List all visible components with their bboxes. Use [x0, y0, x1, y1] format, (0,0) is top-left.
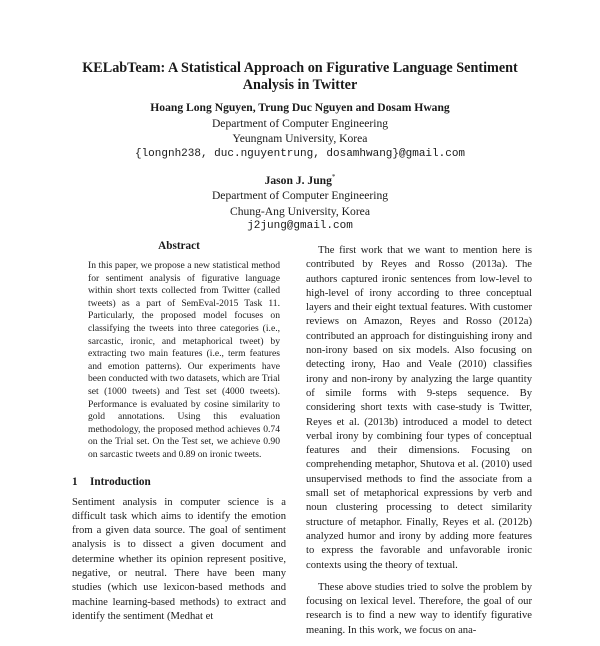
- abstract-text: In this paper, we propose a new statistical method for sentiment analysis of figurative language within short texts collected from Twitter (called tweets) as a part of SemEval-2015 Task 11. Particularly, the proposed model focuses on classifying the tweets into three categories (i.e., sarcastic, ironic, and metaphorical tweet) by extracting two main features (i.e., term features and emotion patterns). Our experiments have been conducted with two datasets, which are Trial set (1000 tweets) and Test set (4000 tweets). Performance is evaluated by cosine similarity to gold annotations. Using this evaluation methodology, the proposed method achieves 0.74 on the Trial set. On the Test set, we achieve 0.90 on sarcastic tweets and 0.89 on ironic tweets.: [88, 260, 280, 460]
- paper-title-line-2: Analysis in Twitter: [242, 77, 358, 93]
- author-names-1: Hoang Long Nguyen, Trung Duc Nguyen and Dosam Hwang: [150, 101, 450, 114]
- left-column: [72, 240, 286, 624]
- author-department-2: Department of Computer Engineering: [211, 189, 389, 203]
- paper-title-line-1: KELabTeam: A Statistical Approach on Figurative Language Sentiment: [82, 60, 518, 76]
- introduction-text: Sentiment analysis in computer science is a difficult task which aims to identify the emotion from a given data source. The goal of sentiment analysis is to dissect a given document and determine whether its opinion represent positive, negative, or neutral. There have been many studies (which use lexicon-based methods and machine learning-based methods) to extract and identify the sentiment (Medhat et: [72, 496, 286, 622]
- section-title: Introduction: [90, 475, 151, 488]
- corresponding-author-marker: *: [331, 173, 336, 181]
- author-university-1: Yeungnam University, Korea: [232, 132, 368, 145]
- author-emails-1: {longnh238, duc.nguyentrung, dosamhwang}@gmail.com: [134, 147, 466, 160]
- section-number: 1: [72, 475, 78, 488]
- author-university-2: Chung-Ang University, Korea: [230, 204, 370, 218]
- right-column: [306, 244, 532, 646]
- author-department-1: Department of Computer Engineering: [211, 116, 389, 130]
- section-heading-introduction: [72, 476, 286, 488]
- abstract-heading: Abstract: [158, 240, 200, 252]
- paper-title: [40, 60, 560, 94]
- motivation-paragraph: These above studies tried to solve the problem by focusing on lexical level. Therefore, the goal of our research is to find a new way to identify figurative meaning. In this work, we focus on ana-: [306, 581, 532, 636]
- author-email-2: j2jung@gmail.com: [247, 220, 353, 233]
- related-work-paragraph: The first work that we want to mention here is contributed by Reyes and Rosso (2013a). The authors captured ironic sentences from low-level to high-level of irony according to three conceptual layers and their eight textual features. With customer reviews on Amazon, Reyes and Rosso (2012a) contributed an approach for distinguishing irony and non-irony based on six models. Also focusing on detecting irony, Hao and Veale (2010) classifies irony and non-irony by analyzing the large quantity of simile forms with 9-steps sequence. By considering short texts with case-study is Twitter, Reyes et al. (2013b) introduced a model to detect verbal irony by combining four types of conceptual features and their dimensions. Focusing on comprehending metaphor, Shutova et al. (2010) used unsupervised methods to find the associate from a small set of metaphorical expressions by verb and noun clustering processing to detect similarity structure of metaphor. Finally, Reyes et al. (2012b) analyzed humor and irony by adding more features to express the favorable and unfavorable ironic contexts using the theory of textual.: [306, 245, 532, 571]
- author-block-2: [40, 170, 560, 235]
- author-name-2: [40, 170, 560, 188]
- author-name-2-text: Jason J. Jung: [264, 173, 332, 187]
- author-block-1: [40, 100, 560, 162]
